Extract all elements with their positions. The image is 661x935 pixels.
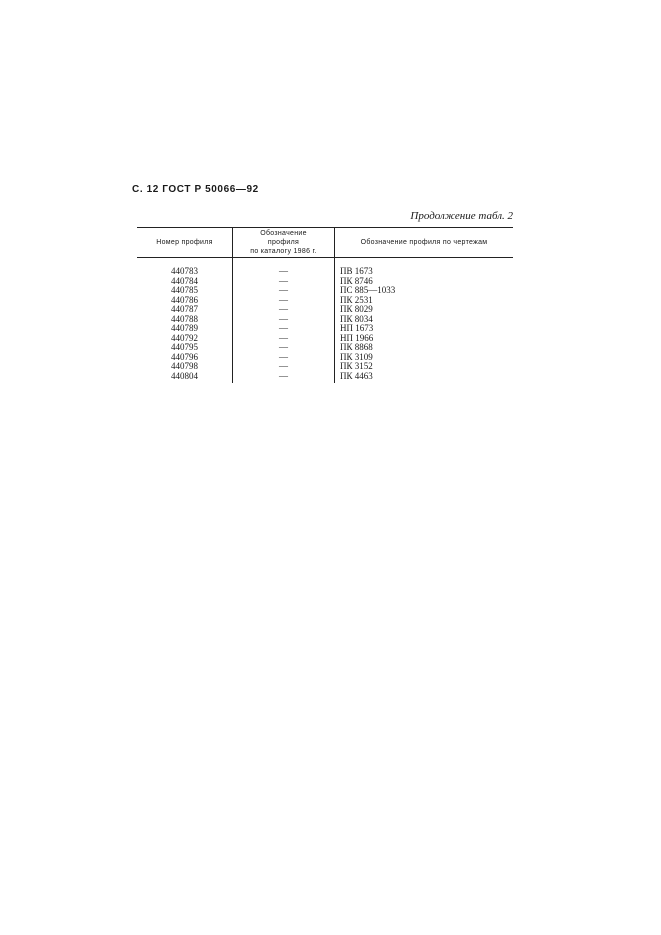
header-profile-number: Номер профиля — [156, 238, 213, 246]
profile-number-cell: 440789 — [171, 323, 198, 333]
catalog-cell: — — [279, 313, 288, 324]
catalog-cell: — — [279, 266, 288, 276]
profile-number-cell: 440804 — [171, 370, 198, 381]
catalog-cell: — — [279, 304, 288, 314]
page-header: С. 12 ГОСТ Р 50066—92 — [132, 184, 259, 195]
catalog-cell: — — [279, 370, 288, 381]
drawing-cell: НП 1673 — [340, 323, 374, 333]
drawing-cell: ПК 8034 — [340, 313, 373, 324]
drawing-cell: ПК 3109 — [340, 351, 373, 362]
profile-number-cell: 440795 — [171, 342, 198, 352]
drawing-cell: НП 1966 — [340, 332, 374, 343]
catalog-cell: — — [279, 342, 288, 352]
table-row — [137, 372, 513, 382]
drawing-cell: ПК 8746 — [340, 275, 373, 286]
profile-number-cell: 440796 — [171, 351, 198, 362]
drawing-cell: ПК 2531 — [340, 294, 373, 305]
catalog-cell: — — [279, 361, 288, 371]
catalog-cell: — — [279, 275, 288, 286]
profile-number-cell: 440787 — [171, 304, 198, 314]
profile-number-cell: 440785 — [171, 285, 198, 295]
catalog-cell: — — [279, 351, 288, 362]
profile-number-cell: 440798 — [171, 361, 198, 371]
catalog-cell: — — [279, 285, 288, 295]
table-body — [137, 267, 513, 381]
drawing-cell: ПС 885—1033 — [340, 285, 396, 295]
profile-number-cell: 440792 — [171, 332, 198, 343]
drawing-cell: ПК 8029 — [340, 304, 373, 314]
profile-number-cell: 440784 — [171, 275, 198, 286]
header-drawing-designation: Обозначение профиля по чертежам — [360, 238, 488, 246]
table-header-rule — [137, 257, 513, 258]
header-catalog-line: профиля — [267, 238, 300, 246]
catalog-cell: — — [279, 332, 288, 343]
drawing-cell: ПК 4463 — [340, 370, 373, 381]
profile-number-cell: 440788 — [171, 313, 198, 324]
profile-number-cell: 440786 — [171, 294, 198, 305]
header-catalog-line: Обозначение — [260, 229, 307, 237]
profile-number-cell: 440783 — [171, 266, 198, 276]
drawing-cell: ПК 8868 — [340, 342, 373, 352]
drawing-cell: ПВ 1673 — [340, 266, 373, 276]
table-continuation-label: Продолжение табл. 2 — [410, 210, 513, 222]
header-catalog-designation — [233, 227, 334, 257]
header-catalog-line: по каталогу 1986 г. — [250, 247, 317, 255]
catalog-cell: — — [279, 323, 288, 333]
drawing-cell: ПК 3152 — [340, 361, 373, 371]
catalog-cell: — — [279, 294, 288, 305]
profile-table — [137, 227, 513, 387]
